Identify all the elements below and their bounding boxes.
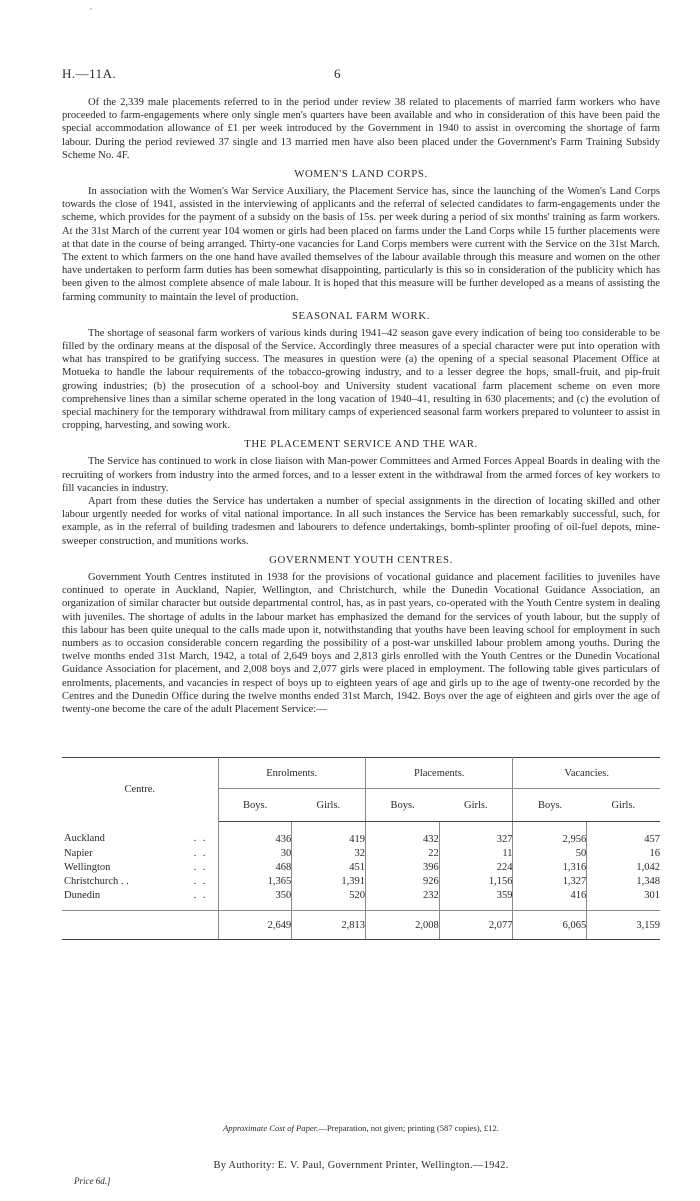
paragraph-special-assignments: Apart from these duties the Service has undertaken a number of special assignments in the direction of locating skilled and other labour urgently needed for works of vital national importance. In all such instances the Service has been remarkably successful, such, for example, as in the referral of building tradesmen and labourers to defence undertakings, bomb-splinter proofing of oil-fuel depots, mine-sweeper construction, and munitions works. [62,496,660,547]
value-cell: 359 [439,888,513,902]
centre-name-cell [62,846,218,860]
body-text [62,96,660,716]
spacer-cell [62,902,218,911]
subheader-girls: Girls. [587,789,660,822]
leader-dots: . . [193,875,208,887]
value-cell: 16 [587,846,660,860]
cost-footnote [62,1123,660,1133]
value-cell: 1,156 [439,874,513,888]
cost-text: —Preparation, not given; printing (587 copies), £12. [318,1123,499,1133]
subheader-girls: Girls. [292,789,366,822]
table-row [62,888,660,902]
totals-label-cell [62,911,218,940]
heading-seasonal-farm-work: SEASONAL FARM WORK. [291,309,431,322]
centre-name: Dunedin [64,889,101,901]
table-totals-row [62,911,660,940]
page-number: 6 [334,66,341,81]
value-cell: 350 [218,888,292,902]
value-cell: 926 [365,874,439,888]
centre-name: Auckland [64,833,105,845]
leader-dots: . . [193,861,208,873]
spacer-cell [439,902,513,911]
centre-name-cell [62,874,218,888]
spacer-cell [292,902,366,911]
value-cell: 419 [292,822,366,847]
value-cell: 11 [439,846,513,860]
column-header-centre: Centre. [62,758,218,822]
paragraph-war-liaison: The Service has continued to work in close liaison with Man-power Committees and Armed Forces Appeal Boards in dealing with the recruiting of workers from industry into the armed forces, and to a lesser extent in the withdrawal from the armed forces of key workers to fill vacancies in industry. [62,456,660,494]
heading-womens-land-corps: WOMEN'S LAND CORPS. [294,168,428,181]
value-cell: 1,365 [218,874,292,888]
spacer-cell [587,902,660,911]
value-cell: 468 [218,860,292,874]
table-spacer-row [62,902,660,911]
value-cell: 1,327 [513,874,587,888]
value-cell: 224 [439,860,513,874]
centre-name-cell [62,860,218,874]
price-note: Price 6d.] [74,1176,111,1186]
group-header-placements: Placements. [365,758,512,789]
subheader-boys: Boys. [513,789,587,822]
total-cell: 2,649 [218,911,292,940]
centre-name: Wellington [64,861,111,873]
total-cell: 2,077 [439,911,513,940]
table-row [62,822,660,847]
centre-name: Napier [64,847,93,859]
table-row [62,874,660,888]
running-header [62,66,660,82]
value-cell: 22 [365,846,439,860]
value-cell: 2,956 [513,822,587,847]
heading-youth-centres: GOVERNMENT YOUTH CENTRES. [269,553,453,566]
value-cell: 396 [365,860,439,874]
table-row [62,860,660,874]
cost-label: Approximate Cost of Paper. [223,1123,319,1133]
spacer-cell [513,902,587,911]
paragraph-youth-centres: Government Youth Centres instituted in 1938 for the provisions of vocational guidance and placement facilities to juveniles have continued to operate in Auckland, Napier, Wellington, and Christchurch, while the Dunedin Vocational Guidance Association, an organization of similar character but outside departmental control, has, as in past years, co-operated with the Youth Centre system in dealing with juveniles. The shortage of adults in the labour market has emphasized the demand for the services of youth labour, but the supply of this labour has been quite unequal to the calls made upon it, notwithstanding that youths have been leaving school for employment in such numbers as to occasion considerable concern regarding the possibility of a post-war unskilled labour problem among youths. During the twelve months ended 31st March, 1942, a total of 2,649 boys and 2,813 girls enrolled with the Youth Centres or the Dunedin Vocational Guidance Association for placement, and 2,008 boys and 2,077 girls were placed in employment. The following table gives particulars of enrolments, placements, and vacancies in respect of boys up to eighteen years of age and girls up to the age of twenty-one recorded by the Centres and the Dunedin Office during the twelve months ended 31st March, 1942. Boys over the age of eighteen and girls over the age of twenty-one become the care of the adult Placement Service:— [62,571,660,715]
heading-placement-service-war: THE PLACEMENT SERVICE AND THE WAR. [244,438,478,451]
paragraph-womens-land-corps: In association with the Women's War Service Auxiliary, the Placement Service has, since the launching of the Women's Land Corps towards the close of 1941, assisted in the interviewing of applicants and the referral of selected candidates to farm-engagements under the scheme, which provides for the payment of a subsidy on the basis of 15s. per week during a period of six months' training as farm workers. At the 31st March of the current year 104 women or girls had been placed on farms under the Land Corps while 15 further placements were at that date in the course of being arranged. Thirty-one vacancies for Land Corps members were current with the Service on the 31st March. The extent to which farmers on the one hand have availed themselves of the labour available through this measure and women on the other have undertaken to perform farm duties has been somewhat disappointing, particularly is this so in consideration of the publicity which has been given to the almost complete absence of male labour. It is hoped that this measure will be further developed as a means of assisting the farming community to maintain the level of production. [62,186,660,303]
value-cell: 451 [292,860,366,874]
subheader-boys: Boys. [218,789,292,822]
centre-name-cell [62,822,218,847]
total-cell: 6,065 [513,911,587,940]
paragraph-farm-placements: Of the 2,339 male placements referred to in the period under review 38 related to placements of married farm workers who have proceeded to farm-engagements where only single men's quarters have been available and who in consideration of this have been paid the special accommodation allowance of £1 per week introduced by the Government in 1940 to assist in overcoming the shortage of farm labour. During the period reviewed 37 single and 13 married men have also been placed under the Government's Farm Training Subsidy Scheme No. 4F. [62,97,660,161]
leader-dots: . . [193,833,208,845]
centre-name: Christchurch . . [64,875,129,887]
value-cell: 520 [292,888,366,902]
table-row [62,846,660,860]
value-cell: 1,316 [513,860,587,874]
group-header-enrolments: Enrolments. [218,758,365,789]
margin-mark: , [90,2,92,11]
group-header-vacancies: Vacancies. [513,758,660,789]
paragraph-seasonal-farm-work: The shortage of seasonal farm workers of various kinds during 1941–42 season gave every indication of being too considerable to be filled by the ordinary means at the disposal of the Service. Accordingly three measures of a special character were put into operation with what has transpired to be gratifying success. The measures in question were (a) the opening of a special seasonal Placement Office at Motueka to handle the labour requirements of the tobacco-growing industry, and to a lesser degree the hops, small-fruit, and pip-fruit growing industries; (b) the prosecution of a school-boy and University student vacational farm placement scheme on even more comprehensive lines than a similar scheme operated in the long vacation of 1940–41, resulting in 630 placements; and (c) the evolution of special machinery for the temporary withdrawal from military camps of experienced seasonal farm workers prepared to volunteer to assist in cropping, harvesting, and sowing work. [62,327,660,432]
value-cell: 327 [439,822,513,847]
document-reference: H.—11A. [62,66,117,81]
total-cell: 2,813 [292,911,366,940]
value-cell: 457 [587,822,660,847]
leader-dots: . . [193,889,208,901]
spacer-cell [365,902,439,911]
value-cell: 436 [218,822,292,847]
printer-imprint: By Authority: E. V. Paul, Government Printer, Wellington.—1942. [213,1160,509,1171]
value-cell: 416 [513,888,587,902]
value-cell: 1,348 [587,874,660,888]
centre-name-cell [62,888,218,902]
value-cell: 30 [218,846,292,860]
table-body [62,822,660,911]
subheader-boys: Boys. [365,789,439,822]
value-cell: 301 [587,888,660,902]
value-cell: 1,042 [587,860,660,874]
value-cell: 1,391 [292,874,366,888]
youth-centres-table [62,757,660,940]
leader-dots: . . [193,847,208,859]
total-cell: 2,008 [365,911,439,940]
spacer-cell [218,902,292,911]
value-cell: 32 [292,846,366,860]
total-cell: 3,159 [587,911,660,940]
value-cell: 232 [365,888,439,902]
subheader-girls: Girls. [439,789,513,822]
value-cell: 432 [365,822,439,847]
value-cell: 50 [513,846,587,860]
